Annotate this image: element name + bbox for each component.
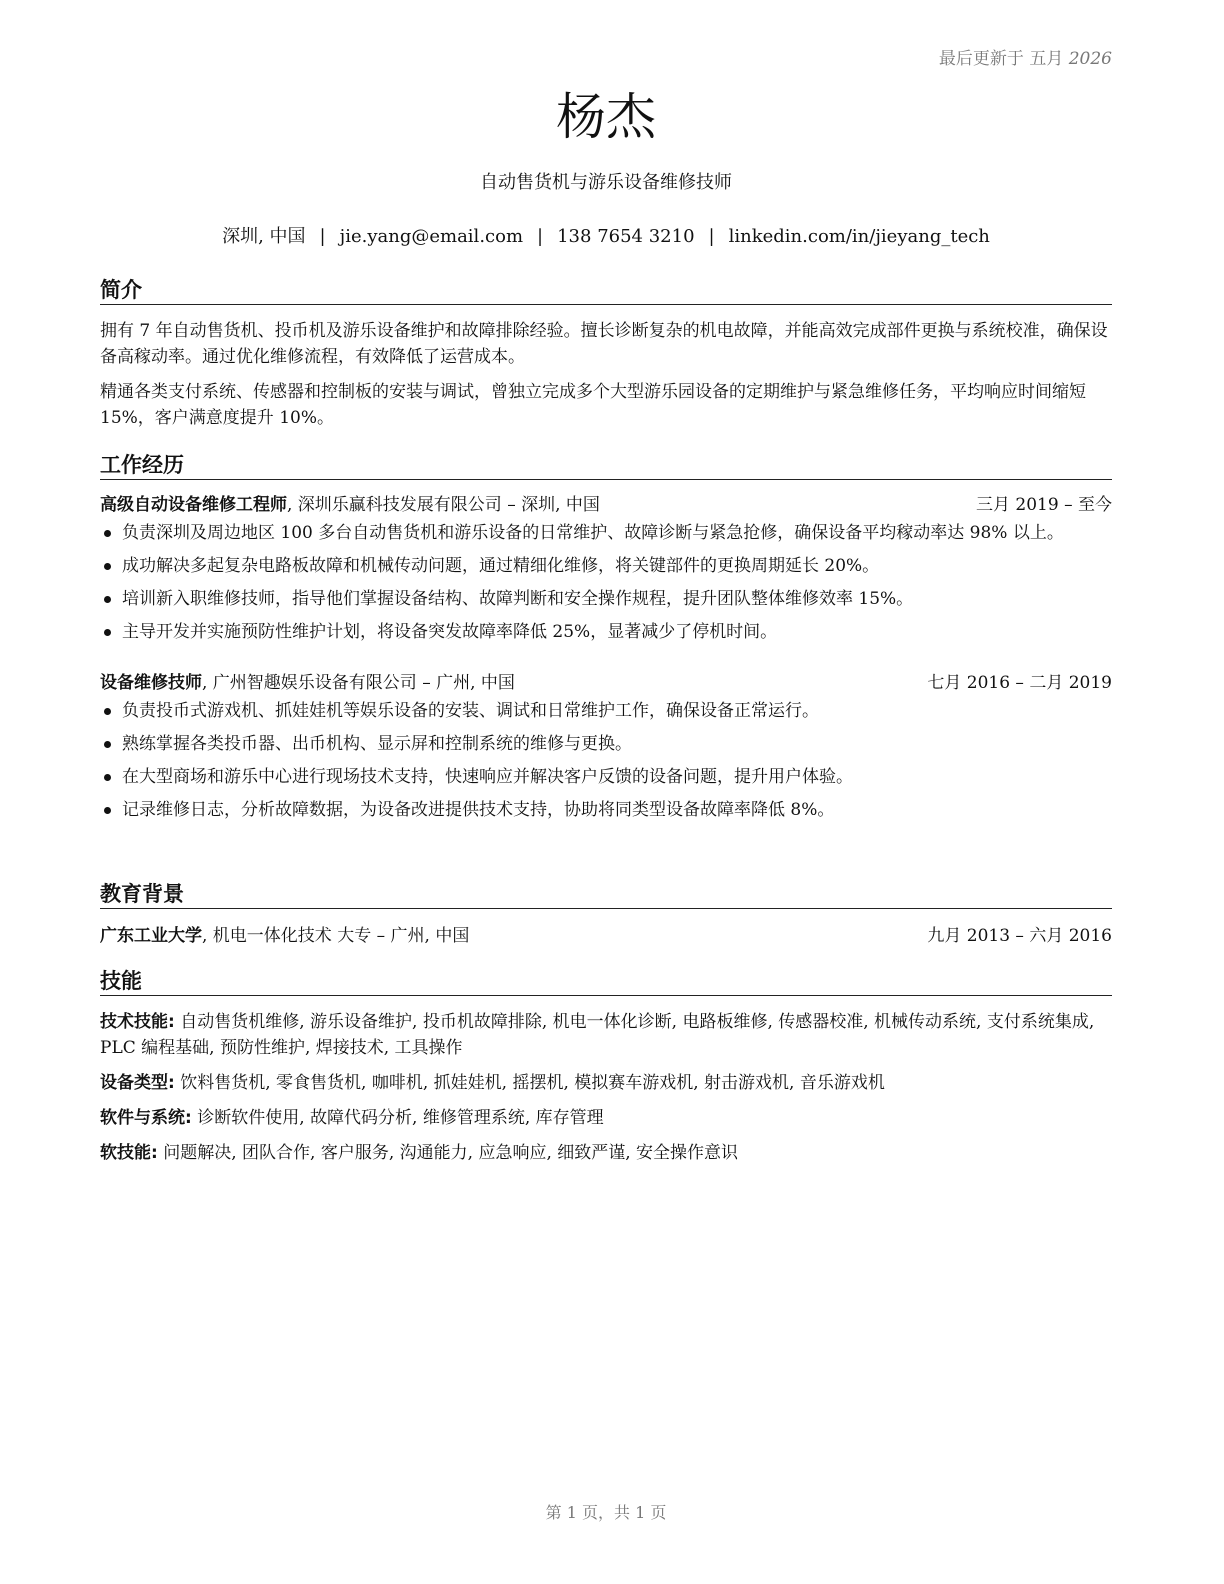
skill-label: 设备类型: <box>100 1073 175 1093</box>
job-dates: 三月 2019 – 至今 <box>976 495 1112 515</box>
education-entry <box>100 923 1112 949</box>
skills-section <box>100 968 1112 1166</box>
summary-paragraph: 精通各类支付系统、传感器和控制板的安装与调试，曾独立完成多个大型游乐园设备的定期维护与紧急维修任务，平均响应时间缩短 15%，客户满意度提升 10%。 <box>100 382 1086 428</box>
job-header <box>100 670 1112 696</box>
contact-email[interactable]: jie.yang@email.com <box>339 226 524 247</box>
job-header <box>100 492 1112 518</box>
job-bullets <box>100 698 1112 823</box>
skill-label: 软件与系统: <box>100 1108 192 1128</box>
skill-label: 软技能: <box>100 1143 158 1163</box>
job-bullet: 记录维修日志，分析故障数据，为设备改进提供技术支持，协助将同类型设备故障率降低 8%。 <box>100 797 1112 823</box>
contact-line <box>100 224 1112 250</box>
skill-value: 饮料售货机, 零食售货机, 咖啡机, 抓娃娃机, 摇摆机, 模拟赛车游戏机, 射击游戏机, 音乐游戏机 <box>174 1073 885 1093</box>
job-bullet: 培训新入职维修技师，指导他们掌握设备结构、故障判断和安全操作规程，提升团队整体维修效率 15%。 <box>100 586 1112 612</box>
skill-label: 技术技能: <box>100 1012 175 1032</box>
contact-separator: | <box>708 226 715 247</box>
skill-value: 自动售货机维修, 游乐设备维护, 投币机故障排除, 机电一体化诊断, 电路板维修, 传感器校准, 机械传动系统, 支付系统集成, PLC 编程基础, 预防性维护, 焊接技术, 工具操作 <box>100 1012 1095 1058</box>
education-school: 广东工业大学 <box>100 926 202 946</box>
job-bullet: 在大型商场和游乐中心进行现场技术支持，快速响应并解决客户反馈的设备问题，提升用户体验。 <box>100 764 1112 790</box>
job-bullet: 负责深圳及周边地区 100 多台自动售货机和游乐设备的日常维护、故障诊断与紧急抢修，确保设备平均稼动率达 98% 以上。 <box>100 520 1112 546</box>
skill-line <box>100 1009 1112 1061</box>
candidate-name: 杨杰 <box>556 88 656 146</box>
last-updated-label: 最后更新于 五月 <box>938 49 1064 69</box>
experience-section <box>100 452 1112 823</box>
education-section <box>100 881 1112 949</box>
job-entry <box>100 492 1112 645</box>
last-updated <box>939 44 1112 69</box>
experience-heading: 工作经历 <box>100 452 1112 480</box>
skill-line <box>100 1070 1112 1096</box>
page-footer: 第 1 页，共 1 页 <box>545 1503 667 1522</box>
summary-section <box>100 277 1112 431</box>
summary-heading: 简介 <box>100 277 1112 305</box>
job-role: 设备维修技师 <box>100 673 202 693</box>
job-bullet: 主导开发并实施预防性维护计划，将设备突发故障率降低 25%，显著减少了停机时间。 <box>100 619 1112 645</box>
summary-paragraph: 拥有 7 年自动售货机、投币机及游乐设备维护和故障排除经验。擅长诊断复杂的机电故障，并能高效完成部件更换与系统校准，确保设备高稼动率。通过优化维修流程，有效降低了运营成本。 <box>100 321 1108 367</box>
job-org: , 广州智趣娱乐设备有限公司 – 广州, 中国 <box>202 673 515 693</box>
job-entry <box>100 670 1112 823</box>
education-detail: , 机电一体化技术 大专 – 广州, 中国 <box>202 926 470 946</box>
job-org: , 深圳乐赢科技发展有限公司 – 深圳, 中国 <box>287 495 600 515</box>
skill-line <box>100 1105 1112 1131</box>
education-heading: 教育背景 <box>100 881 1112 909</box>
job-role: 高级自动设备维修工程师 <box>100 495 287 515</box>
contact-separator: | <box>537 226 544 247</box>
job-title: 自动售货机与游乐设备维修技师 <box>480 172 732 193</box>
skill-value: 问题解决, 团队合作, 客户服务, 沟通能力, 应急响应, 细致严谨, 安全操作意识 <box>157 1143 739 1163</box>
resume-page <box>100 0 1112 1584</box>
job-bullet: 负责投币式游戏机、抓娃娃机等娱乐设备的安装、调试和日常维护工作，确保设备正常运行。 <box>100 698 1112 724</box>
education-dates: 九月 2013 – 六月 2016 <box>927 926 1112 946</box>
skill-value: 诊断软件使用, 故障代码分析, 维修管理系统, 库存管理 <box>191 1108 604 1128</box>
job-bullets <box>100 520 1112 645</box>
job-dates: 七月 2016 – 二月 2019 <box>927 673 1112 693</box>
contact-linkedin[interactable]: linkedin.com/in/jieyang_tech <box>728 226 990 247</box>
skills-heading: 技能 <box>100 968 1112 996</box>
skill-line <box>100 1140 1112 1166</box>
contact-location: 深圳, 中国 <box>222 226 306 247</box>
job-bullet: 熟练掌握各类投币器、出币机构、显示屏和控制系统的维修与更换。 <box>100 731 1112 757</box>
contact-phone: 138 7654 3210 <box>557 226 695 247</box>
last-updated-year: 2026 <box>1068 49 1112 69</box>
contact-separator: | <box>319 226 326 247</box>
job-bullet: 成功解决多起复杂电路板故障和机械传动问题，通过精细化维修，将关键部件的更换周期延长 20%。 <box>100 553 1112 579</box>
